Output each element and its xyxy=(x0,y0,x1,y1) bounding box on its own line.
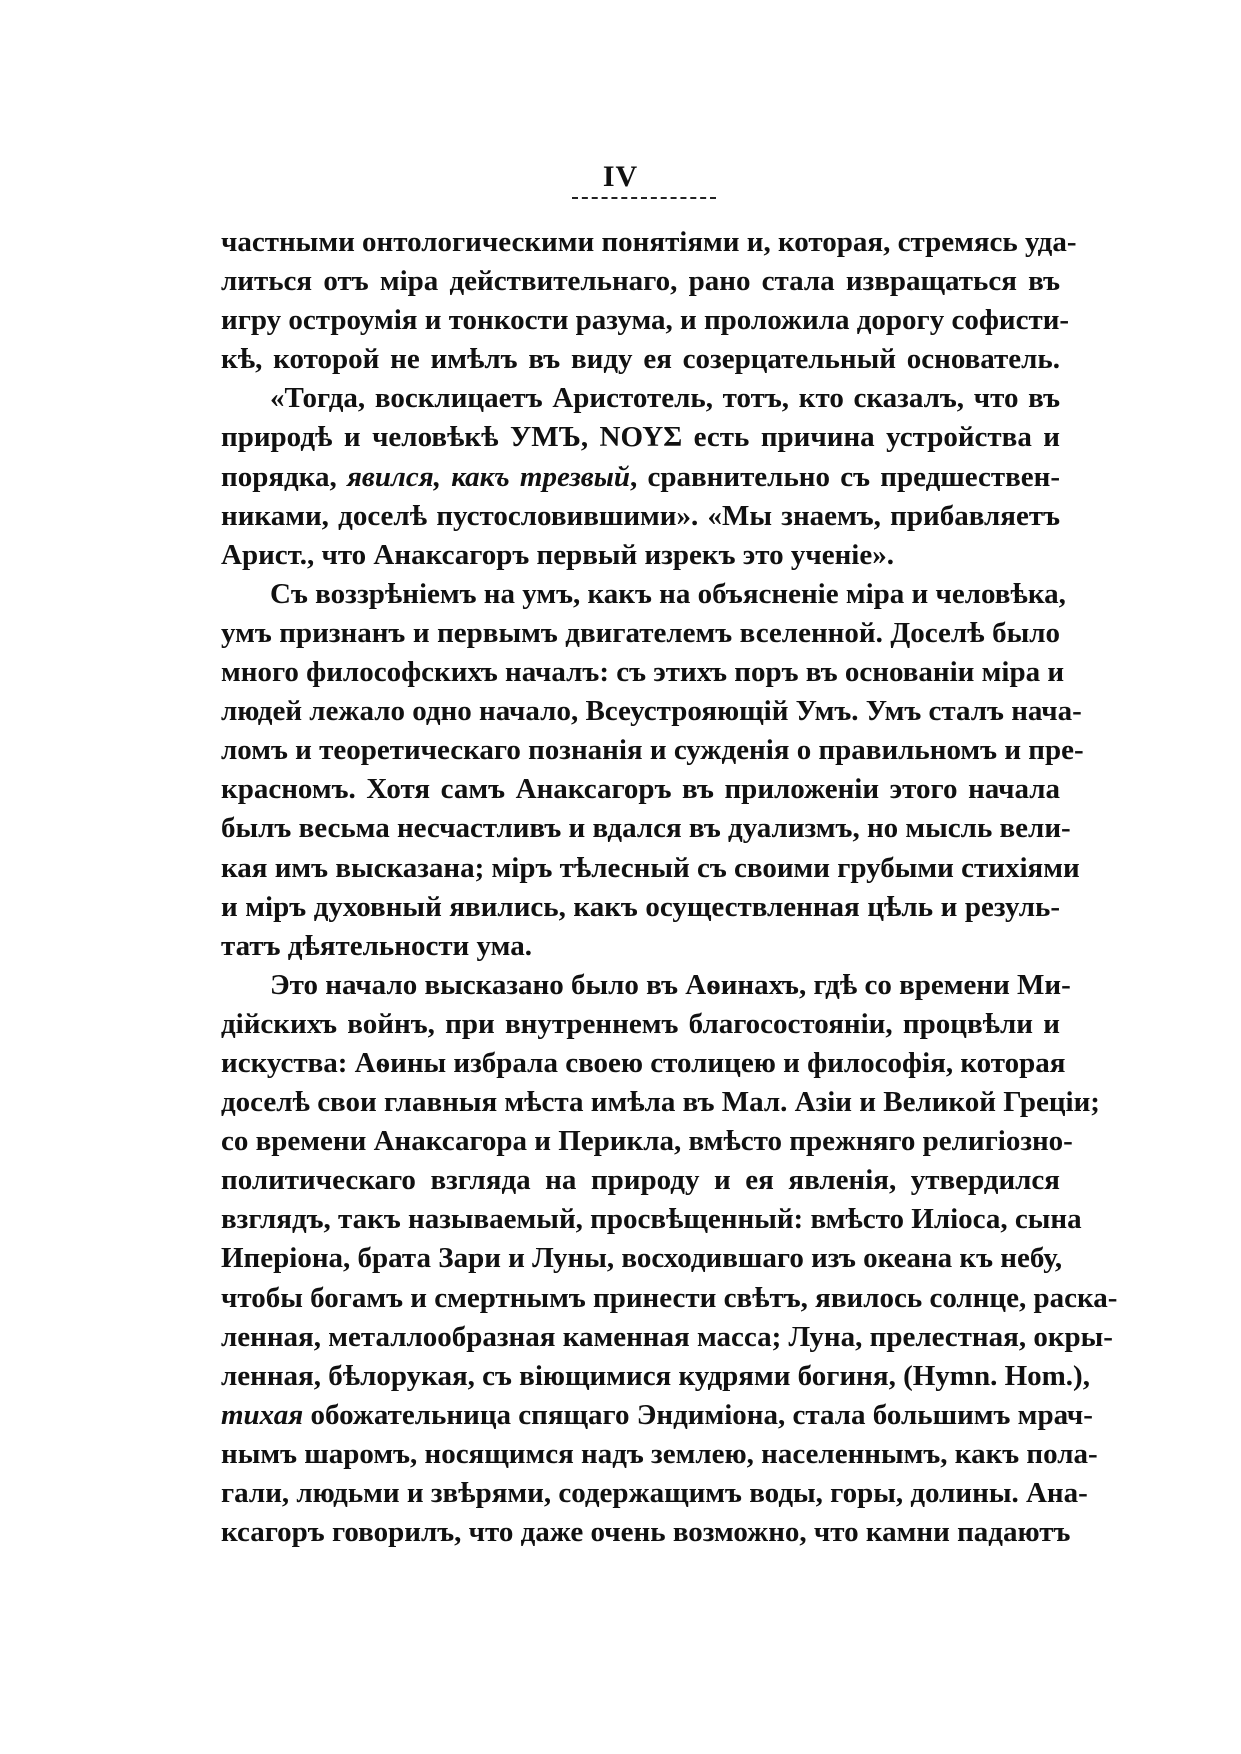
header-divider xyxy=(572,197,716,199)
body-text xyxy=(221,223,1118,1552)
text-line: литься отъ міра действительнаго, рано стала извращаться въ xyxy=(221,265,1060,298)
text-line: Съ воззрѣніемъ на умъ, какъ на объясненіе міра и человѣка, xyxy=(270,577,1066,610)
text-fragment: , сравнительно съ предшествен- xyxy=(629,460,1061,493)
text-line: татъ дѣятельности ума. xyxy=(221,929,532,962)
text-line: былъ весьма несчастливъ и вдался въ дуализмъ, но мысль вели- xyxy=(221,812,1071,845)
text-fragment: обожательница спящаго Эндиміона, стала большимъ мрач- xyxy=(303,1398,1093,1431)
text-line: доселѣ свои главныя мѣста имѣла въ Мал. Азіи и Великой Греціи; xyxy=(221,1086,1100,1119)
text-line: и міръ духовный явились, какъ осуществленная цѣль и резуль- xyxy=(221,890,1060,923)
text-line: ксагоръ говорилъ, что даже очень возможно, что камни падаютъ xyxy=(221,1516,1071,1549)
text-line: ленная, металлообразная каменная масса; Луна, прелестная, окры- xyxy=(221,1320,1113,1353)
text-line: никами, доселѣ пустословившими». «Мы знаемъ, прибавляетъ xyxy=(221,499,1060,532)
text-line: частными онтологическими понятіями и, которая, стремясь уда- xyxy=(221,226,1077,258)
text-line: искуства: Аѳины избрала своею столицею и философія, которая xyxy=(221,1046,1066,1079)
text-line: нымъ шаромъ, носящимся надъ землею, населеннымъ, какъ пола- xyxy=(221,1437,1098,1470)
text-line: ломъ и теоретическаго познанія и сужденія о правильномъ и пре- xyxy=(221,734,1084,767)
text-line: гали, людьми и звѣрями, содержащимъ воды, горы, долины. Ана- xyxy=(221,1477,1088,1509)
text-line: Арист., что Анаксагоръ первый изрекъ это ученіе». xyxy=(221,538,894,571)
text-line xyxy=(221,458,1060,497)
text-line: Иперіона, брата Зари и Луны, восходившаго изъ океана къ небу, xyxy=(221,1242,1063,1275)
text-line: красномъ. Хотя самъ Анаксагоръ въ приложеніи этого начала xyxy=(221,773,1060,806)
text-line: умъ признанъ и первымъ двигателемъ вселенной. Доселѣ было xyxy=(221,616,1060,649)
text-line: людей лежало одно начало, Всеустрояющій Умъ. Умъ сталъ нача- xyxy=(221,695,1082,728)
text-line xyxy=(221,1396,1093,1435)
text-line: игру остроумія и тонкости разума, и проложила дорогу софисти- xyxy=(221,304,1070,337)
text-line: дійскихъ войнъ, при внутреннемъ благосостояніи, процвѣли и xyxy=(221,1007,1060,1040)
text-line: природѣ и человѣкѣ УМЪ, ΝΟΥΣ есть причина устройства и xyxy=(221,421,1060,454)
text-line: кая имъ высказана; міръ тѣлесный съ своими грубыми стихіями xyxy=(221,851,1080,884)
italic-emphasis: явился, какъ трезвый xyxy=(346,460,630,493)
text-line: ленная, бѣлорукая, съ віющимися кудрями богиня, (Hymn. Hom.), xyxy=(221,1359,1090,1392)
text-line: много философскихъ началъ: съ этихъ поръ въ основаніи міра и xyxy=(221,656,1065,689)
text-line: Это начало высказано было въ Аѳинахъ, гдѣ со времени Ми- xyxy=(270,968,1071,1001)
text-fragment: порядка, xyxy=(221,460,347,493)
text-line: «Тогда, восклицаетъ Аристотель, тотъ, кто сказалъ, что въ xyxy=(270,382,1060,415)
text-line: чтобы богамъ и смертнымъ принести свѣтъ, явилось солнце, раска- xyxy=(221,1281,1118,1314)
italic-emphasis: тихая xyxy=(221,1398,304,1431)
text-line: со времени Анаксагора и Перикла, вмѣсто прежняго религіозно- xyxy=(221,1125,1073,1158)
text-line: кѣ, которой не имѣлъ въ виду ея созерцательный основатель. xyxy=(221,343,1060,376)
page-number: IV xyxy=(602,160,639,193)
text-line: политическаго взгляда на природу и ея явленія, утвердился xyxy=(221,1164,1060,1197)
text-line: взглядъ, такъ называемый, просвѣщенный: вмѣсто Иліоса, сына xyxy=(221,1203,1082,1236)
